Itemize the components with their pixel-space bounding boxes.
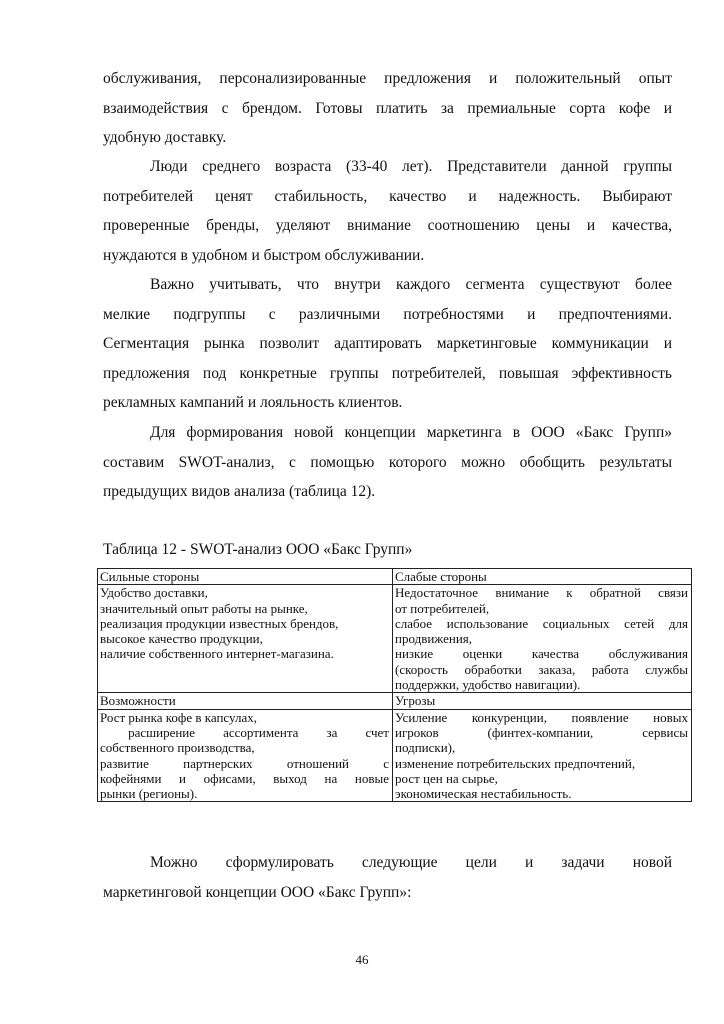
text-line: маркетинговой концепции ООО «Бакс Групп»: <box>103 883 412 901</box>
cell-line: изменение потребительских предпочтений, <box>395 755 636 771</box>
cell-line: слабое использование социальных сетей для <box>395 615 688 631</box>
text-line: мелкие подгруппы с различными потребностями и предпочтениями. <box>103 305 672 323</box>
cell-line: Усиление конкуренции, появление новых <box>395 709 688 725</box>
text-line: предыдущих видов анализа (таблица 12). <box>103 483 376 500</box>
text-line: рекламных кампаний и лояльность клиентов. <box>103 394 403 411</box>
paragraph-middle-age <box>103 152 672 270</box>
opportunities-cell <box>98 709 393 802</box>
text-line: Сегментация рынка позволит адаптировать маркетинговые коммуникации и <box>103 335 672 352</box>
table-row <box>98 585 692 693</box>
strengths-header: Сильные стороны <box>98 569 393 585</box>
cell-line: рынки (регионы). <box>100 786 198 802</box>
page-number: 46 <box>355 952 369 967</box>
cell-line: (скорость обработки заказа, работа службы <box>395 661 688 677</box>
table-caption: Таблица 12 - SWOT-анализ ООО «Бакс Групп» <box>103 541 413 558</box>
text-line: нуждаются в удобном и быстром обслуживании. <box>103 246 425 264</box>
cell-line: от потребителей, <box>395 600 490 616</box>
cell-line: реализация продукции известных брендов, <box>100 615 339 631</box>
cell-line: значительный опыт работы на рынке, <box>100 600 308 616</box>
cell-line: Удобство доставки, <box>100 585 208 601</box>
swot-table <box>97 568 692 802</box>
text-line: Для формирования новой концепции маркетинга в ООО «Бакс Групп» <box>150 424 672 441</box>
text-line: проверенные бренды, уделяют внимание соотношению цены и качества, <box>103 217 672 234</box>
cell-line: расширение ассортимента за счет <box>100 724 389 740</box>
table-header-row <box>98 569 692 585</box>
opportunities-header: Возможности <box>98 693 393 709</box>
text-line: удобную доставку. <box>103 129 227 146</box>
text-line: Можно сформулировать следующие цели и задачи новой <box>150 854 672 871</box>
text-line: предложения под конкретные группы потребителей, повышая эффективность <box>103 364 672 382</box>
cell-line: продвижения, <box>395 631 473 647</box>
cell-line: высокое качество продукции, <box>100 631 263 647</box>
cell-line: кофейнями и офисами, выход на новые <box>100 770 389 786</box>
paragraph-goals <box>103 848 672 907</box>
cell-line: подписки), <box>395 740 456 756</box>
text-line: Люди среднего возраста (33-40 лет). Представители данной группы <box>150 158 672 175</box>
cell-line: наличие собственного интернет-магазина. <box>100 646 334 662</box>
paragraph-swot-intro <box>103 418 672 507</box>
weaknesses-header: Слабые стороны <box>393 569 692 585</box>
paragraph-continuation <box>103 64 672 153</box>
text-line: потребителей ценят стабильность, качество и надежность. Выбирают <box>103 187 672 205</box>
threats-header: Угрозы <box>393 693 692 709</box>
text-line: взаимодействия с брендом. Готовы платить за премиальные сорта кофе и <box>103 99 672 117</box>
cell-line: собственного производства, <box>100 740 255 756</box>
text-line: Важно учитывать, что внутри каждого сегмента существуют более <box>150 276 672 293</box>
threats-cell <box>393 709 692 802</box>
text-line: обслуживания, персонализированные предложения и положительный опыт <box>103 70 672 87</box>
text-line: составим SWOT-анализ, с помощью которого можно обобщить результаты <box>103 453 672 471</box>
cell-line: низкие оценки качества обслуживания <box>395 646 688 662</box>
cell-line: Недостаточное внимание к обратной связи <box>395 585 688 601</box>
cell-line: поддержки, удобство навигации). <box>395 677 581 693</box>
cell-line: рост цен на сырье, <box>395 770 498 786</box>
table-header-row <box>98 693 692 709</box>
weaknesses-cell <box>393 585 692 693</box>
cell-line: игроков (финтех-компании, сервисы <box>395 724 688 740</box>
cell-line: экономическая нестабильность. <box>395 786 572 802</box>
table-row <box>98 709 692 802</box>
cell-line: Рост рынка кофе в капсулах, <box>100 709 257 725</box>
cell-line: развитие партнерских отношений с <box>100 755 389 771</box>
paragraph-subgroups <box>103 270 672 418</box>
strengths-cell <box>98 585 393 693</box>
